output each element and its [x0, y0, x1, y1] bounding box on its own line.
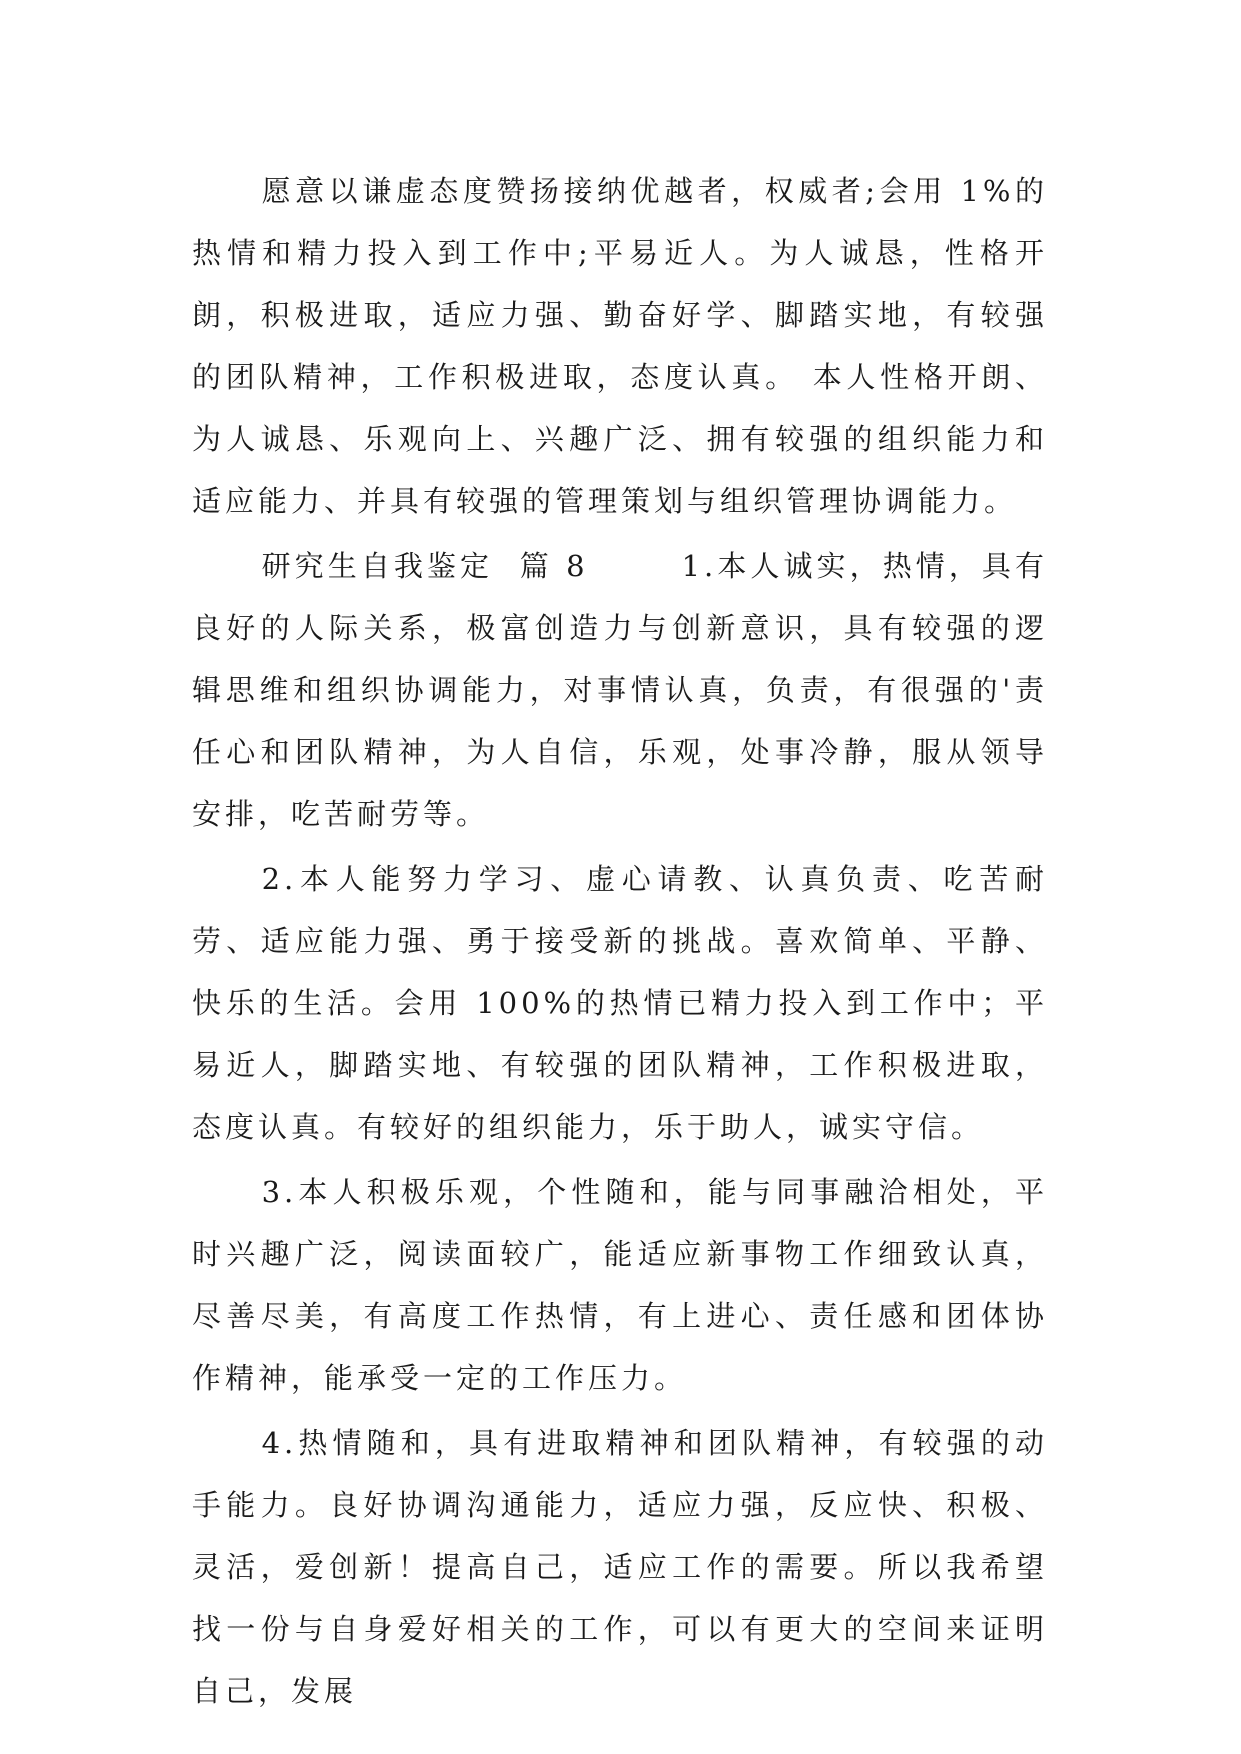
paragraph-section-8-item-1: 研究生自我鉴定 篇 8 1.本人诚实，热情，具有良好的人际关系，极富创造力与创新意识，具有较强的逻辑思维和组织协调能力，对事情认真，负责，有很强的'责任心和团队精神，为人自信，乐观，处事冷静，服从领导安排，吃苦耐劳等。 — [192, 549, 1048, 831]
paragraph-item-2: 2.本人能努力学习、虚心请教、认真负责、吃苦耐劳、适应能力强、勇于接受新的挑战。喜欢简单、平静、快乐的生活。会用 100%的热情已精力投入到工作中；平易近人，脚踏实地、有较强的团队精神，工作积极进取，态度认真。有较好的组织能力，乐于助人，诚实守信。 — [192, 862, 1048, 1144]
document-page — [192, 160, 1048, 1725]
paragraph-item-4: 4.热情随和，具有进取精神和团队精神，有较强的动手能力。良好协调沟通能力，适应力强，反应快、积极、灵活，爱创新！提高自己，适应工作的需要。所以我希望找一份与自身爱好相关的工作，可以有更大的空间来证明自己，发展 — [192, 1426, 1048, 1708]
paragraph-item-3: 3.本人积极乐观，个性随和，能与同事融洽相处，平时兴趣广泛，阅读面较广，能适应新事物工作细致认真，尽善尽美，有高度工作热情，有上进心、责任感和团体协作精神，能承受一定的工作压力。 — [192, 1175, 1048, 1395]
paragraph-intro: 愿意以谦虚态度赞扬接纳优越者，权威者;会用 1%的热情和精力投入到工作中;平易近人。为人诚恳，性格开朗，积极进取，适应力强、勤奋好学、脚踏实地，有较强的团队精神，工作积极进取，态度认真。 本人性格开朗、为人诚恳、乐观向上、兴趣广泛、拥有较强的组织能力和适应能力、并具有较强的管理策划与组织管理协调能力。 — [192, 174, 1048, 518]
